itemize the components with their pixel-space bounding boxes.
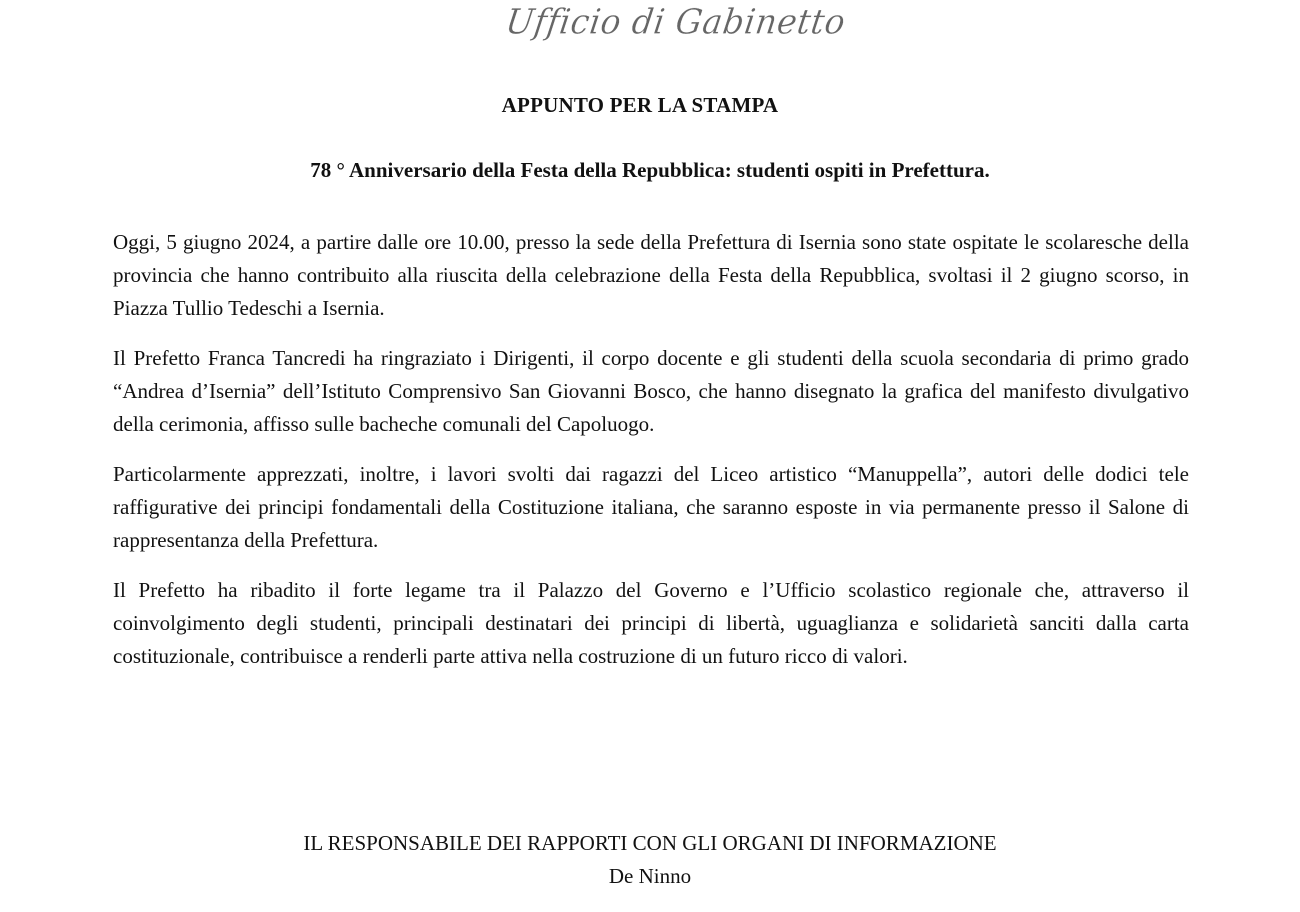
office-header [503, 0, 849, 48]
signature-name: De Ninno [608, 864, 692, 888]
paragraph: Il Prefetto Franca Tancredi ha ringraziato i Dirigenti, il corpo docente e gli studenti della scuola secondaria di primo grado “Andrea d’Isernia” dell’Istituto Comprensivo San Giovanni Bosco, che hanno disegnato la grafica del manifesto divulgativo della cerimonia, affisso sulle bacheche comunali del Capoluogo. [113, 346, 1189, 436]
paragraph: Particolarmente apprezzati, inoltre, i lavori svolti dai ragazzi del Liceo artistico “Manuppella”, autori delle dodici tele raffigurative dei principi fondamentali della Costituzione italiana, che saranno esposte in via permanente presso il Salone di rappresentanza della Prefettura. [113, 462, 1189, 552]
document-title: APPUNTO PER LA STAMPA [501, 93, 779, 117]
signature-block [0, 827, 1300, 893]
office-script-heading: Ufficio di Gabinetto [503, 1, 849, 42]
document-subtitle: 78 ° Anniversario della Festa della Repubblica: studenti ospiti in Prefettura. [310, 158, 990, 182]
paragraph: Oggi, 5 giugno 2024, a partire dalle ore 10.00, presso la sede della Prefettura di Isernia sono state ospitate le scolaresche della provincia che hanno contribuito alla riuscita della celebrazione della Festa della Repubblica, svoltasi il 2 giugno scorso, in Piazza Tullio Tedeschi a Isernia. [113, 230, 1189, 320]
signature-role: IL RESPONSABILE DEI RAPPORTI CON GLI ORGANI DI INFORMAZIONE [303, 831, 997, 855]
document-body [113, 226, 1189, 690]
paragraph: Il Prefetto ha ribadito il forte legame tra il Palazzo del Governo e l’Ufficio scolastico regionale che, attraverso il coinvolgimento degli studenti, principali destinatari dei principi di libertà, uguaglianza e solidarietà sanciti dalla carta costituzionale, contribuisce a renderli parte attiva nella costruzione di un futuro ricco di valori. [113, 578, 1189, 668]
